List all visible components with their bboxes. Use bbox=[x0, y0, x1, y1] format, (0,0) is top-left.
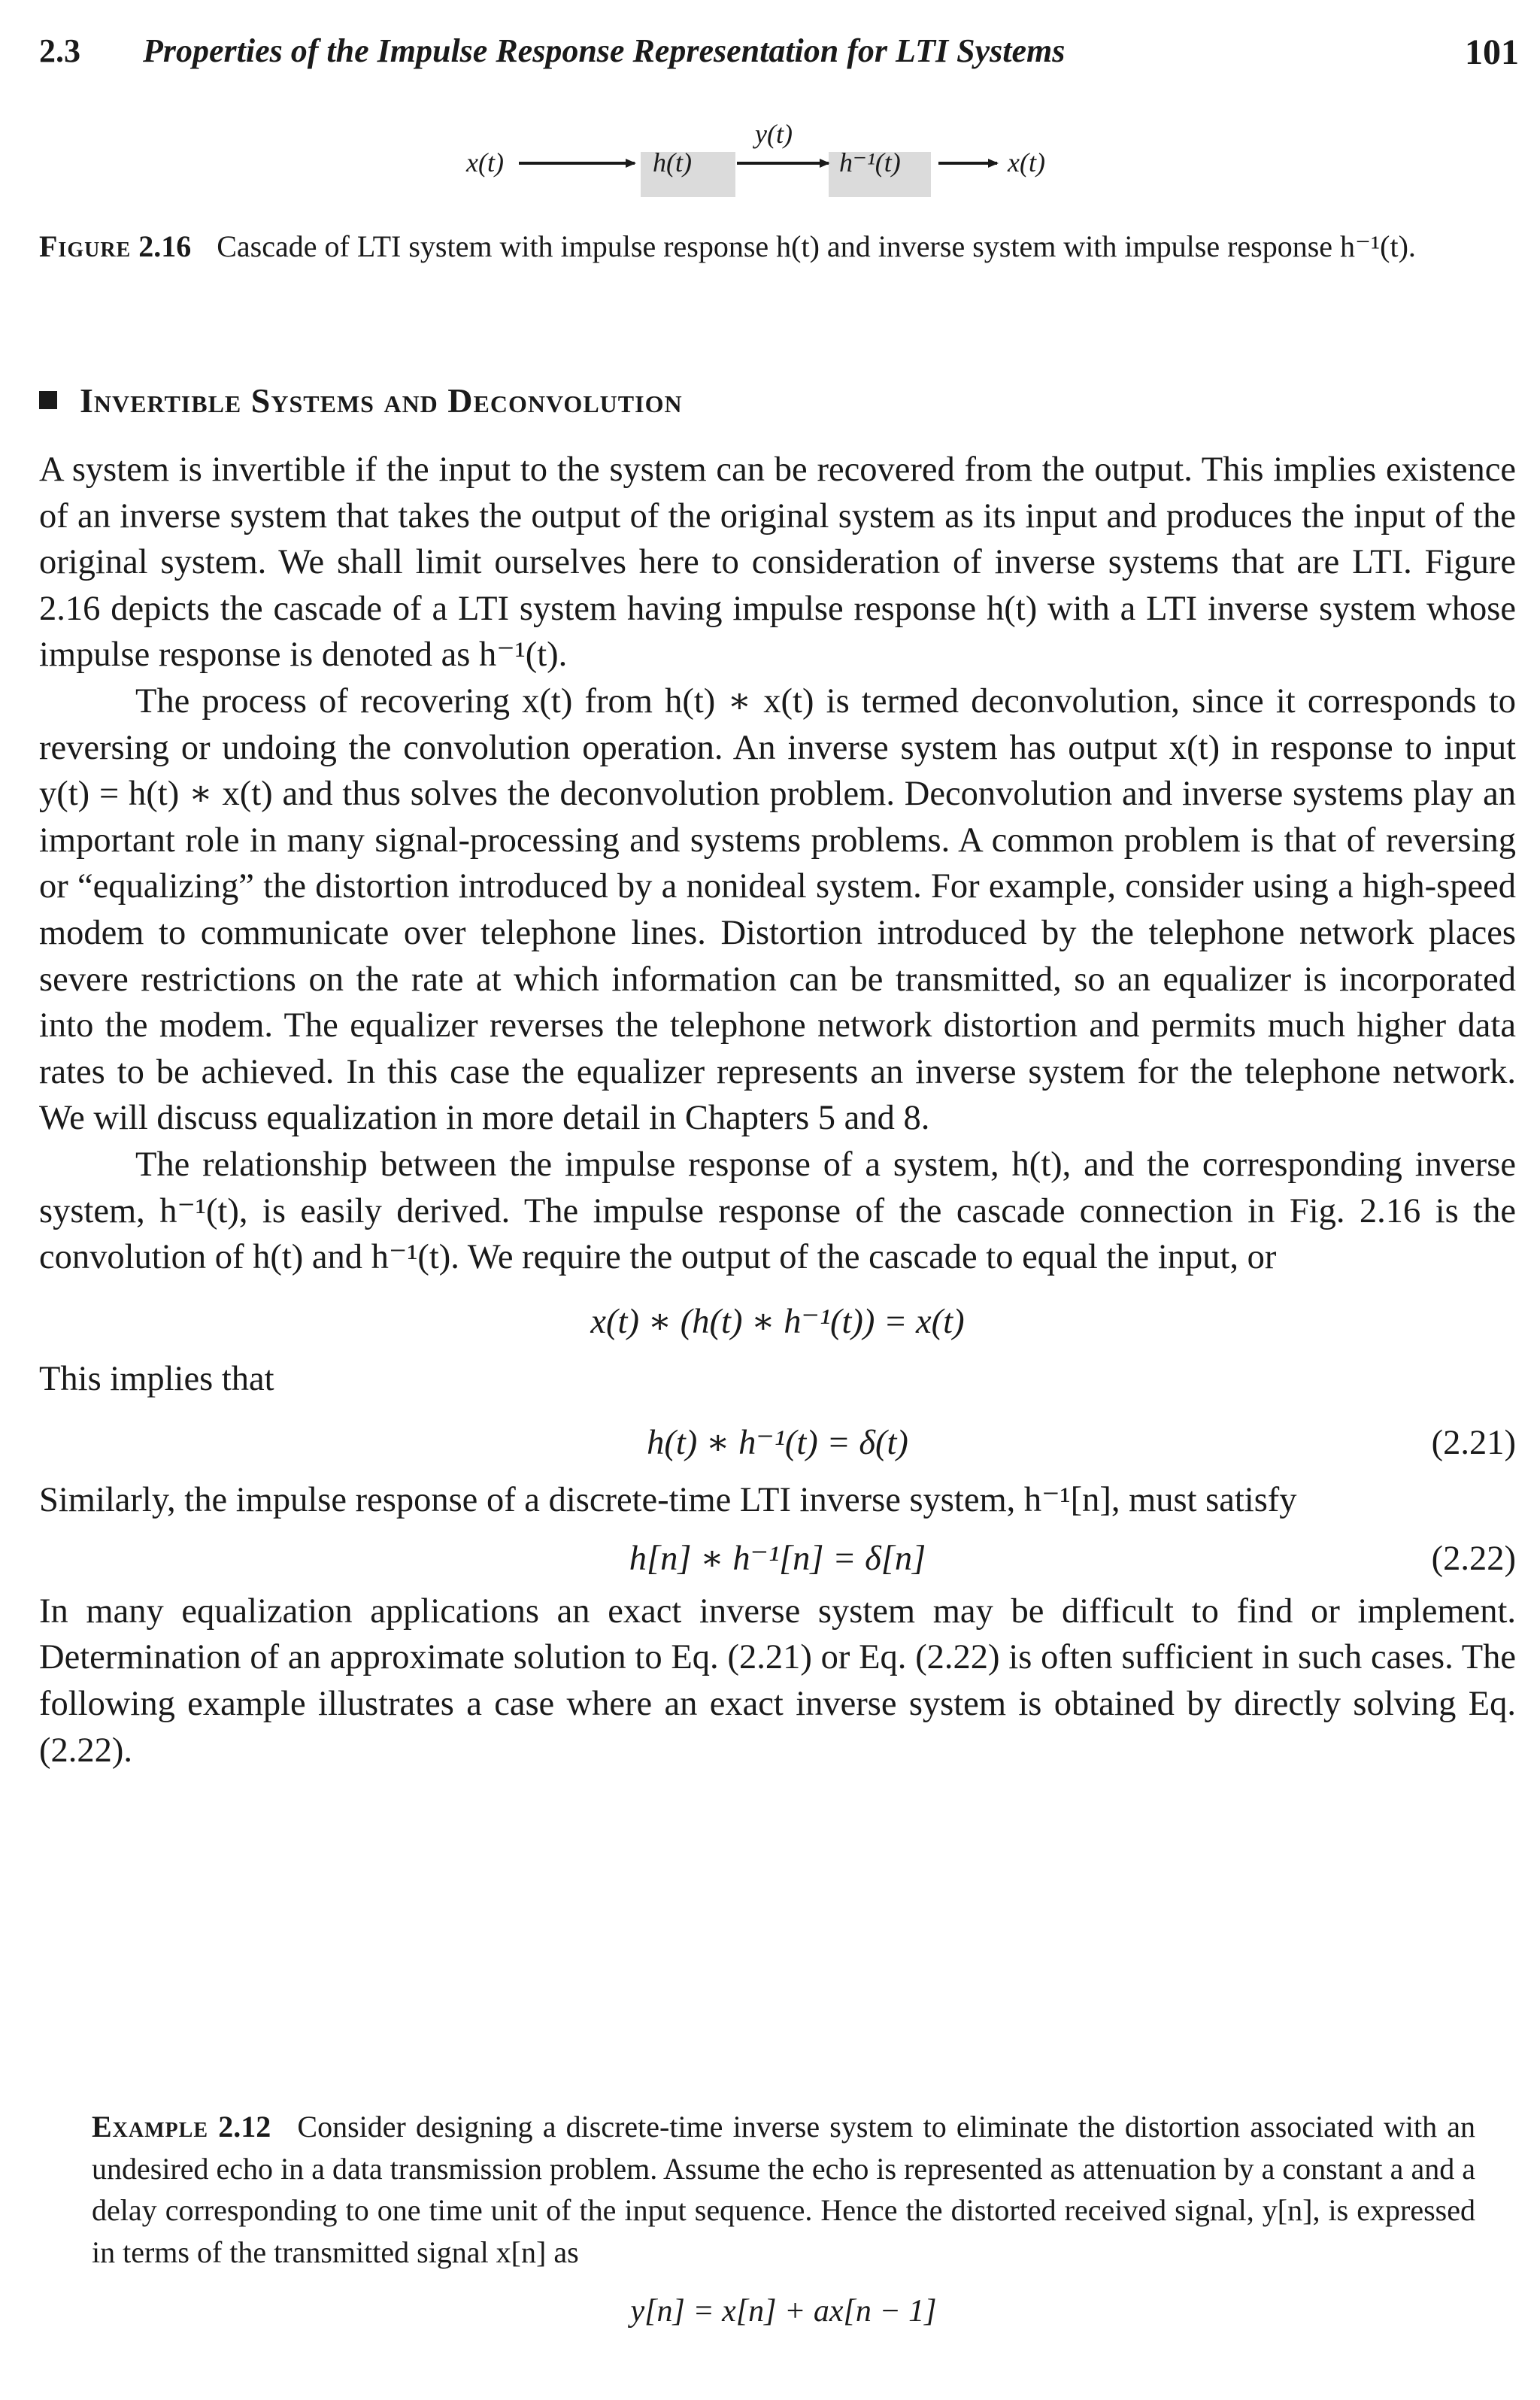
section-number: 2.3 bbox=[39, 32, 80, 69]
figure-2-16-diagram bbox=[0, 113, 1540, 211]
caption-number: 2.16 bbox=[138, 229, 192, 263]
equation-2-22-text: h[n] ∗ h⁻¹[n] = δ[n] bbox=[629, 1539, 926, 1578]
diagram-output-label: x(t) bbox=[1008, 147, 1045, 177]
paragraph-6: In many equalization applications an exact inverse system may be difficult to find or implement. Determination of an approximate solution to Eq. (2.21) or Eq. (2.22) is often sufficient in such cases. The following example illustrates a case where an exact inverse system is obtained by directly solving Eq. (2.22). bbox=[39, 1591, 1516, 1770]
example-label: Example bbox=[92, 2110, 209, 2144]
example-2-12 bbox=[92, 2106, 1475, 2333]
paragraph-4: This implies that bbox=[39, 1359, 274, 1398]
example-text: Consider designing a discrete-time inverse system to eliminate the distortion associated with an undesired echo in a data transmission problem. Assume the echo is represented as attenuation by a constant a and a delay corresponding to one time unit of the input sequence. Hence the distorted received signal, y[n], is expressed in terms of the transmitted signal x[n] as bbox=[92, 2110, 1476, 2269]
paragraph-1: A system is invertible if the input to the system can be recovered from the output. This implies existence of an inverse system that takes the output of the original system as its input and produces the input of the original system. We shall limit ourselves here to consideration of inverse systems that are LTI. Figure 2.16 depicts the cascade of a LTI system having impulse response h(t) with a LTI inverse system whose impulse response is denoted as h⁻¹(t). bbox=[39, 451, 1516, 675]
caption-text: Cascade of LTI system with impulse response h(t) and inverse system with impulse response h⁻¹(t). bbox=[217, 229, 1416, 263]
diagram-mid-label: y(t) bbox=[755, 119, 793, 149]
paragraph-3: The relationship between the impulse response of a system, h(t), and the corresponding inverse system, h⁻¹(t), is easily derived. The impulse response of the cascade connection in Fig. 2.16 is the convolution of h(t) and h⁻¹(t). We require the output of the cascade to equal the input, or bbox=[39, 1145, 1516, 1277]
equation-2-22-number: (2.22) bbox=[1431, 1539, 1516, 1578]
equation-2-21 bbox=[39, 1402, 1516, 1477]
equation-cascade bbox=[39, 1281, 1516, 1356]
heading-bullet-icon bbox=[39, 391, 57, 409]
paragraph-2: The process of recovering x(t) from h(t) ∗ x(t) is termed deconvolution, since it corresponds to reversing or undoing the convolution operation. An inverse system has output x(t) in response to input y(t) = h(t) ∗ x(t) and thus solves the deconvolution problem. Deconvolution and inverse systems play an important role in many signal-processing and systems problems. A common problem is that of reversing or “equalizing” the distortion introduced by a nonideal system. For example, consider using a high-speed modem to communicate over telephone lines. Distortion introduced by the telephone network places severe restrictions on the rate at which information can be transmitted, so an equalizer is incorporated into the modem. The equalizer reverses the telephone network distortion and permits much higher data rates to be achieved. In this case the equalizer represents an inverse system for the telephone network. We will discuss equalization in more detail in Chapters 5 and 8. bbox=[39, 681, 1516, 1138]
diagram-block1-label: h(t) bbox=[653, 147, 692, 177]
example-equation: y[n] = x[n] + ax[n − 1] bbox=[630, 2294, 937, 2329]
figure-caption bbox=[39, 226, 1513, 268]
page-number: 101 bbox=[1465, 32, 1519, 72]
example-text-block bbox=[92, 2106, 1475, 2273]
running-header bbox=[39, 32, 1519, 77]
diagram-block2-label: h⁻¹(t) bbox=[839, 147, 901, 177]
cascade-diagram bbox=[0, 113, 1540, 211]
caption-label: Figure bbox=[39, 229, 132, 263]
equation-2-21-number: (2.21) bbox=[1431, 1424, 1516, 1463]
diagram-input-label: x(t) bbox=[466, 147, 504, 177]
example-number: 2.12 bbox=[218, 2110, 271, 2144]
section-title: Properties of the Impulse Response Representation for LTI Systems bbox=[143, 32, 1066, 69]
section-heading-text: Invertible Systems and Deconvolution bbox=[80, 381, 683, 420]
equation-cascade-text: x(t) ∗ (h(t) ∗ h⁻¹(t)) = x(t) bbox=[590, 1302, 965, 1341]
section-heading bbox=[39, 381, 1513, 420]
body-text bbox=[39, 447, 1516, 1773]
paragraph-5: Similarly, the impulse response of a discrete-time LTI inverse system, h⁻¹[n], must satisfy bbox=[39, 1481, 1297, 1520]
equation-2-22 bbox=[39, 1524, 1516, 1588]
equation-2-21-text: h(t) ∗ h⁻¹(t) = δ(t) bbox=[647, 1424, 908, 1463]
